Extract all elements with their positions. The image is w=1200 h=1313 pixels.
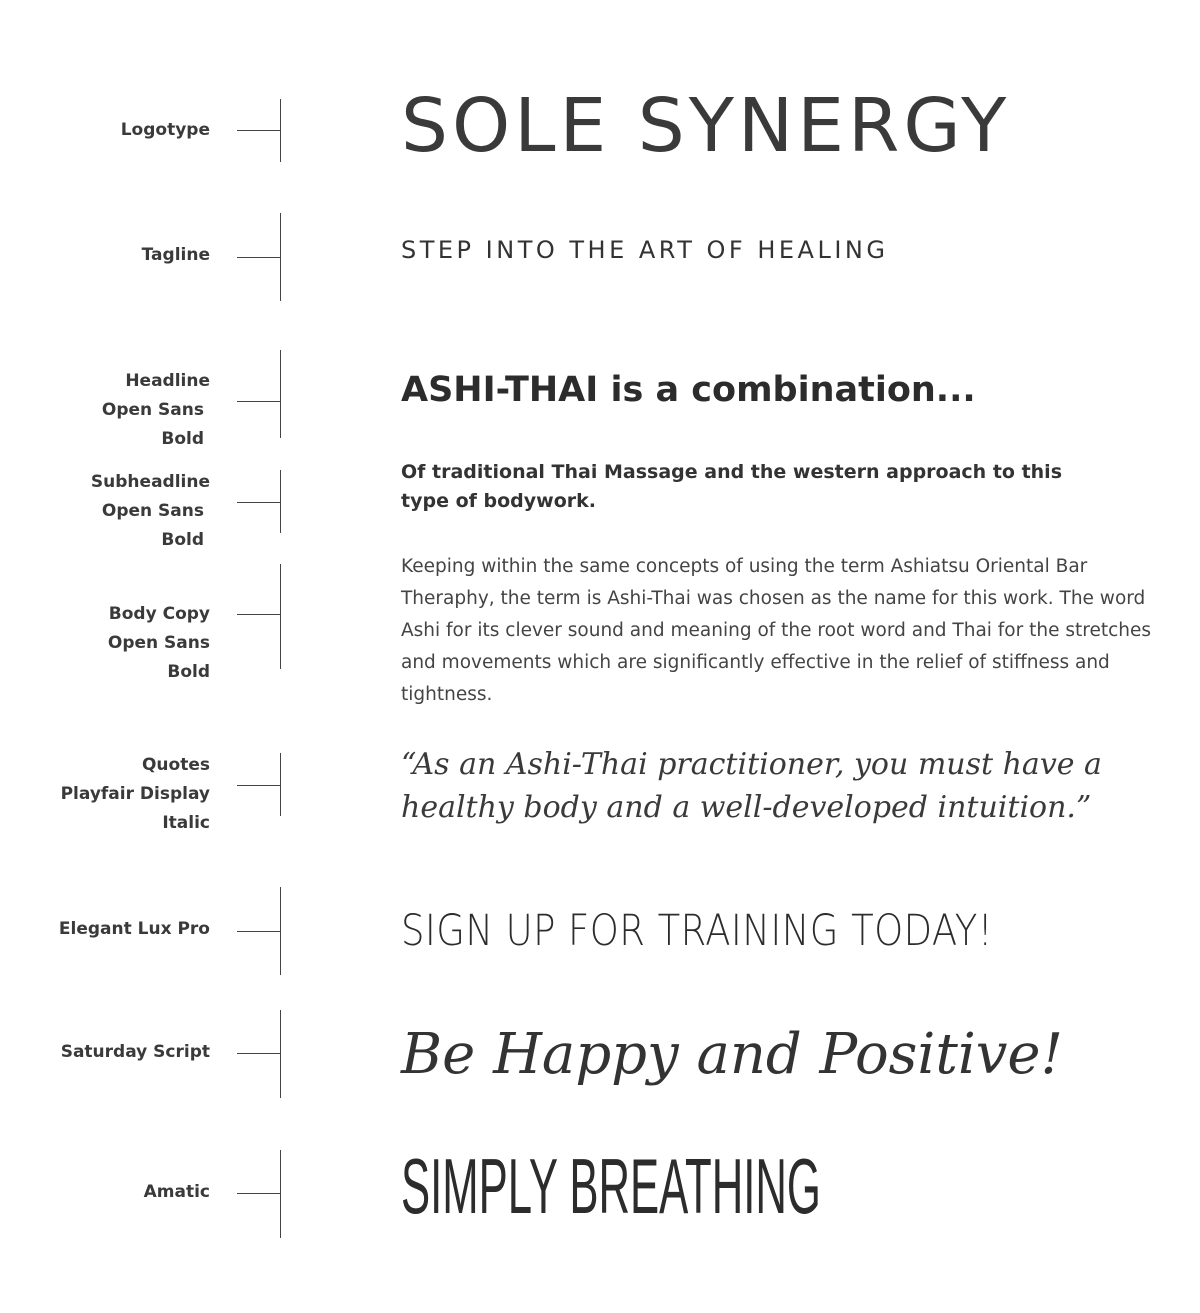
quotes-label (61, 751, 210, 838)
connector-vertical (280, 213, 281, 301)
label-line: Bold (161, 530, 204, 550)
elegant-lux-sample: SIGN UP FOR TRAINING TODAY! (401, 906, 994, 956)
label-line: Open Sans (107, 633, 210, 653)
label-line: Playfair Display (60, 784, 210, 804)
label-line: Open Sans (101, 400, 204, 420)
connector-horizontal (237, 785, 281, 786)
saturday-script-sample: Be Happy and Positive! (401, 1022, 1064, 1087)
connector-vertical (280, 1150, 281, 1238)
body-copy-label (108, 600, 210, 687)
label-line: Saturday Script (60, 1042, 210, 1062)
label-line: Elegant Lux Pro (58, 919, 210, 939)
label-line: Open Sans (101, 501, 204, 521)
logotype-label (121, 116, 210, 145)
connector-vertical (280, 99, 281, 162)
connector-horizontal (237, 257, 281, 258)
tagline-label (142, 241, 210, 270)
connector-vertical (280, 470, 281, 533)
amatic-sample: SIMPLY BREATHING (401, 1142, 821, 1230)
quote-sample: “As an Ashi-Thai practitioner, you must have a healthy body and a well-developed intuition.” (401, 747, 1102, 825)
tagline-sample: STEP INTO THE ART OF HEALING (401, 236, 889, 264)
connector-vertical (280, 1010, 281, 1098)
subheadline-sample: Of traditional Thai Massage and the western approach to this type of bodywork. (401, 461, 1063, 512)
body-copy-sample: Keeping within the same concepts of using the term Ashiatsu Oriental Bar Theraphy, the term is Ashi-Thai was chosen as the name for this work. The word Ashi for its clever sound and meaning of the root word and Thai for the stretches and movements which are significantly effective in the relief of stiffness and tightness. (401, 556, 1151, 705)
connector-horizontal (237, 931, 281, 932)
saturday-script-label (61, 1038, 210, 1067)
label-line: Tagline (141, 245, 210, 265)
connector-horizontal (237, 614, 281, 615)
connector-vertical (280, 350, 281, 438)
label-line: Bold (167, 662, 210, 682)
connector-horizontal (237, 401, 281, 402)
label-line: Amatic (143, 1182, 210, 1202)
label-line: Bold (161, 429, 204, 449)
label-line: Body Copy (108, 604, 210, 624)
subheadline-label (91, 468, 210, 555)
connector-horizontal (237, 130, 281, 131)
connector-vertical (280, 887, 281, 975)
connector-horizontal (237, 502, 281, 503)
amatic-label (144, 1178, 210, 1207)
connector-horizontal (237, 1053, 281, 1054)
label-line: Headline (125, 371, 210, 391)
connector-horizontal (237, 1193, 281, 1194)
connector-vertical (280, 753, 281, 816)
elegant-lux-label (59, 915, 210, 944)
label-line: Quotes (141, 755, 210, 775)
label-line: Logotype (120, 120, 210, 140)
label-line: Subheadline (90, 472, 210, 492)
label-line: Italic (162, 813, 210, 833)
logotype-sample: SOLE SYNERGY (401, 83, 1011, 169)
headline-sample: ASHI-THAI is a combination... (401, 370, 976, 410)
connector-vertical (280, 564, 281, 669)
headline-label (102, 367, 210, 454)
